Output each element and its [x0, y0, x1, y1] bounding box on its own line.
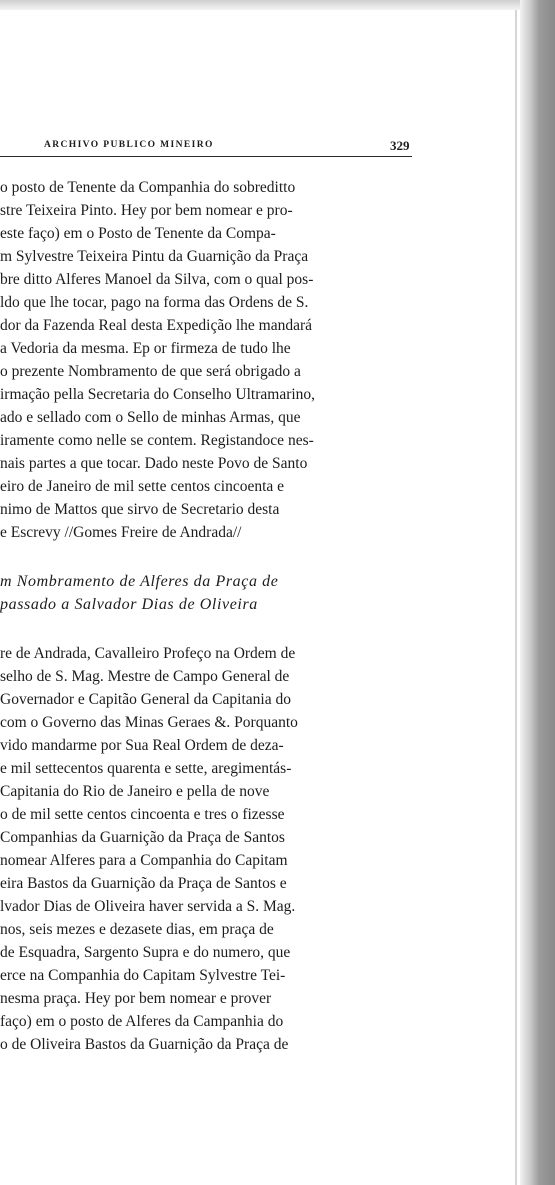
text-line: Governador e Capitão General da Capitania do	[0, 691, 291, 708]
text-line: nos, seis mezes e dezasete dias, em praça de	[0, 921, 274, 938]
text-line: este faço) em o Posto de Tenente da Compa-	[0, 225, 276, 242]
heading-line: m Nombramento de Alferes da Praça de	[0, 573, 279, 590]
section-heading	[0, 570, 415, 616]
scan-top-edge	[0, 0, 555, 10]
text-line: de Esquadra, Sargento Supra e do numero, que	[0, 944, 291, 961]
text-line: e mil settecentos quarenta e sette, aregimentás-	[0, 760, 292, 777]
text-line: nomear Alferes para a Companhia do Capitam	[0, 852, 288, 869]
text-line: nimo de Mattos que sirvo de Secretario desta	[0, 501, 280, 518]
page-number: 329	[390, 138, 410, 153]
running-head: ARCHIVO PUBLICO MINEIRO	[44, 140, 214, 150]
text-line: bre ditto Alferes Manoel da Silva, com o qual pos-	[0, 271, 314, 288]
text-line: a Vedoria da mesma. Ep or firmeza de tudo lhe	[0, 340, 291, 357]
text-line: Capitania do Rio de Janeiro e pella de nove	[0, 783, 270, 800]
heading-line: passado a Salvador Dias de Oliveira	[0, 596, 258, 613]
text-line: faço) em o posto de Alferes da Campanhia do	[0, 1013, 284, 1030]
text-line: ldo que lhe tocar, pago na forma das Ordens de S.	[0, 294, 309, 311]
text-line: selho de S. Mag. Mestre de Campo General de	[0, 668, 290, 685]
paragraph-2	[0, 642, 415, 1056]
spacer	[0, 616, 415, 642]
text-line: iramente como nelle se contem. Registandoce nes-	[0, 432, 314, 449]
document-body	[0, 176, 415, 1056]
text-line: com o Governo das Minas Geraes &. Porquanto	[0, 714, 298, 731]
header-rule	[0, 156, 412, 157]
text-line: m Sylvestre Teixeira Pintu da Guarnição da Praça	[0, 248, 309, 265]
text-line: ado e sellado com o Sello de minhas Armas, que	[0, 409, 301, 426]
page-header	[0, 136, 410, 158]
text-line: o de mil sette centos cincoenta e tres o fizesse	[0, 806, 285, 823]
text-line: irmação pella Secretaria do Conselho Ultramarino,	[0, 386, 316, 403]
text-line: nesma praça. Hey por bem nomear e prover	[0, 990, 272, 1007]
text-line: Companhias da Guarnição da Praça de Santos	[0, 829, 285, 846]
text-line: o de Oliveira Bastos da Guarnição da Praça de	[0, 1036, 289, 1053]
text-line: eiro de Janeiro de mil sette centos cincoenta e	[0, 478, 285, 495]
text-line: erce na Companhia do Capitam Sylvestre Tei-	[0, 967, 286, 984]
text-line: dor da Fazenda Real desta Expedição lhe mandará	[0, 317, 313, 334]
text-line: lvador Dias de Oliveira haver servida a S. Mag.	[0, 898, 296, 915]
text-line: re de Andrada, Cavalleiro Profeço na Ordem de	[0, 645, 296, 662]
text-line: eira Bastos da Guarnição da Praça de Santos e	[0, 875, 287, 892]
text-line: nais partes a que tocar. Dado neste Povo de Santo	[0, 455, 308, 472]
page-edge-line	[515, 10, 517, 1185]
text-line: o posto de Tenente da Companhia do sobreditto	[0, 179, 296, 196]
page-edge-shadow	[520, 0, 555, 1185]
spacer	[0, 544, 415, 570]
text-line: e Escrevy //Gomes Freire de Andrada//	[0, 524, 242, 541]
text-line: o prezente Nombramento de que será obrigado a	[0, 363, 301, 380]
paragraph-1	[0, 176, 415, 544]
text-line: vido mandarme por Sua Real Ordem de deza-	[0, 737, 284, 754]
text-line: stre Teixeira Pinto. Hey por bem nomear e pro-	[0, 202, 293, 219]
